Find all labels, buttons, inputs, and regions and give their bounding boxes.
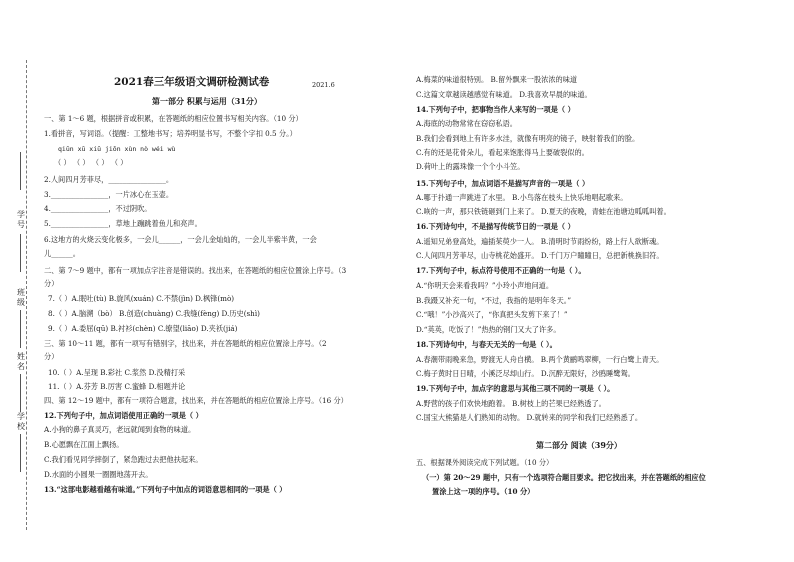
section-heading: 二、第 7～9 题中，都有一项加点字注音是错误的。找出来，在答题纸的相应位置涂上序号。（3 (44, 266, 347, 275)
option-line: A.小狗的鼻子真灵巧，老远就闻到食物的味道。 (44, 425, 196, 434)
option-row: C.这篇文章越读越感觉有味道。 D.我喜欢早晨的味道。 (416, 90, 592, 99)
binding-label-name: 姓名 (17, 352, 25, 371)
question-text: 置涂上这一项的序号。（10 分） (432, 487, 535, 496)
section-heading: 一、第 1～6 题，根据拼音或积累，在答题纸的相应位置书写相关内容。（10 分） (44, 114, 303, 123)
pinyin-row: qiūn xū xiū jiōn xùn nò wéi wù (58, 145, 176, 153)
section-heading: 四、第 12～19 题中，都有一项符合题意，找出来，并在答题纸的相应位置涂上序号。（16 分） (44, 396, 348, 405)
binding-line (20, 310, 21, 348)
question-text: 12.下列句子中，加点词语使用正确的一项是（ ） (44, 411, 203, 420)
option-row: C.咴的一声，那只铁链砸到门上来了。 D.夏天的夜晚，青蛙在池塘边呱呱叫着。 (416, 207, 671, 216)
option-row: 11.（ ）A.芬芳 B.厉害 C.蜜蜂 D.相题并论 (48, 382, 186, 391)
option-line: C.“哦！”小沙高兴了，“你真把头发剪下来了！” (416, 310, 568, 319)
binding-line (20, 434, 21, 472)
binding-label-class: 班级 (17, 288, 25, 307)
exam-title: 2021春三年级语文调研检测试卷 (114, 76, 270, 88)
binding-line (20, 374, 21, 412)
section-heading-cont: 分） (44, 279, 59, 288)
option-row: 9.（ ）A.委屈(qū) B.衬衫(chèn) C.缭望(liāo) D.夹袄(jiá) (48, 324, 238, 333)
option-line: D.水面的小圆果一圈圈地荡开去。 (44, 470, 153, 479)
option-row: C.梅子黄时日日晴，小溪泛尽却山行。 D.沉醉无限好，沙鸥睡鹭鸳。 (416, 369, 635, 378)
option-line: C.有的还是花骨朵儿，看起来饱胀得马上要破裂似的。 (416, 148, 589, 157)
question-text: 2.人间四月芳菲尽，________________。 (44, 175, 174, 184)
question-text: 1.看拼音，写词语。（提醒：工整地书写；培养明显书写，不整个字扣 0.5 分。） (44, 129, 297, 138)
option-row: A.遥知兄弟登高处，遍插茱萸少一人。 B.清明时节雨纷纷，路上行人欲断魂。 (416, 237, 664, 246)
question-text: 6.这地方的火烧云变化极多，一会儿______，一会儿金灿灿的，一会儿半紫半黄，一会 (44, 235, 317, 244)
binding-line (20, 234, 21, 272)
option-line: D.“英英，吃饭了！”热热的钢门又大了许多。 (416, 325, 561, 334)
section-heading: 三、第 10～11 题，都有一项写有错别字，找出来，并在答题纸的相应位置涂上序号。（2 (44, 339, 327, 348)
exam-date: 2021.6 (312, 81, 335, 89)
question-text: 17.下列句子中，标点符号使用不正确的一句是（ ）。 (416, 266, 586, 275)
part-two-heading: 第二部分 阅读（39分） (536, 440, 622, 450)
question-text: 3.________________，一片冰心在玉壶。 (44, 190, 174, 199)
option-line: B.我蹑又补充一句，“不过，我指的是明年冬天。” (416, 296, 572, 305)
question-text: 16.下列诗句中，不是描写传统节日的一项是（ ） (416, 222, 575, 231)
option-row: 7.（ ）A.眠吐(tù) B.旋风(xuán) C.不禁(jìn) D.枫锋(mò) (48, 294, 235, 303)
binding-label-student-id: 学号 (17, 210, 25, 229)
binding-line (20, 152, 21, 190)
option-row: A.梅菜的味道很特别。 B.留外飘来一股浓浓的味道 (416, 75, 578, 84)
option-row: A.野营的孩子们欢快地跑着。 B.树枝上的芒果已经熟透了。 (416, 399, 606, 408)
question-text: 18.下列诗句中，与春天无关的一句是（ ）。 (416, 340, 557, 349)
option-row: C.国宝大熊猫是人们熟知的动物。 D.就转来的同学和我们已经熟悉了。 (416, 413, 643, 422)
question-text: 19.下列句子中，加点字的意思与其他三项不同的一项是（ ）。 (416, 384, 615, 393)
binding-margin (10, 60, 30, 530)
binding-label-school: 学校 (17, 412, 25, 431)
question-text: 5.________________，草地上蹦跳着鱼儿和亮声。 (44, 219, 202, 228)
question-text: 13.“这部电影越看越有味道。”下列句子中加点的词语意思相同的一项是（ ） (44, 485, 287, 494)
option-line: B.心愿飘在江面上飘扬。 (44, 440, 124, 449)
question-text: 4.________________，不过阴吹。 (44, 204, 152, 213)
option-row: C.人间四月芳菲尽，山寺桃花始盛开。 D.千门万户瞳瞳日，总把新桃换旧符。 (416, 251, 664, 260)
question-text: （一）第 20～29 题中，只有一个选项符合题目要求。把它找出来，并在答题纸的相应位 (422, 473, 706, 482)
option-line: A.海底的动物常常在窃窃私语。 (416, 119, 517, 128)
question-text: 15.下列句子中，加点词语不是描写声音的一项是（ ） (416, 179, 590, 188)
option-line: B.我们会看到地上有许多水洼，就像有明亮的镜子，映射着我们的脸。 (416, 134, 640, 143)
option-row: 10.（ ）A.呈现 B.彩社 C.浆然 D.没精打采 (48, 368, 186, 377)
part-one-heading: 第一部分 积累与运用（31分） (152, 96, 262, 106)
section-heading: 五、根据课外阅读完成下列试题。（10 分） (416, 458, 554, 467)
question-text: 儿______。 (44, 249, 80, 258)
option-line: D.荷叶上的露珠像一个个小斗笠。 (416, 162, 525, 171)
section-heading-cont: 分） (44, 352, 59, 361)
question-text: 14.下列句子中，把事物当作人来写的一项是（ ） (416, 105, 575, 114)
option-row: A.春潮带雨晚来急，野渡无人舟自横。 B.两个黄鹂鸣翠柳，一行白鹭上青天。 (416, 355, 664, 364)
option-row: A.哪于扑通一声跳进了水里。 B.小鸟落在枝头上快乐地唱起歌来。 (416, 193, 628, 202)
option-line: C.我们看见同学摔倒了，紧急跑过去把他扶起来。 (44, 455, 203, 464)
option-line: A.“你明天会来看我吗？”小玲小声地问道。 (416, 281, 554, 290)
option-row: 8.（ ）A.脑溯（bò） B.创造(chuàng) C.我缝(fèng) D.历史(shì) (48, 309, 260, 318)
answer-parentheses-row: （ ） （ ） （ ） （ ） (54, 158, 128, 167)
